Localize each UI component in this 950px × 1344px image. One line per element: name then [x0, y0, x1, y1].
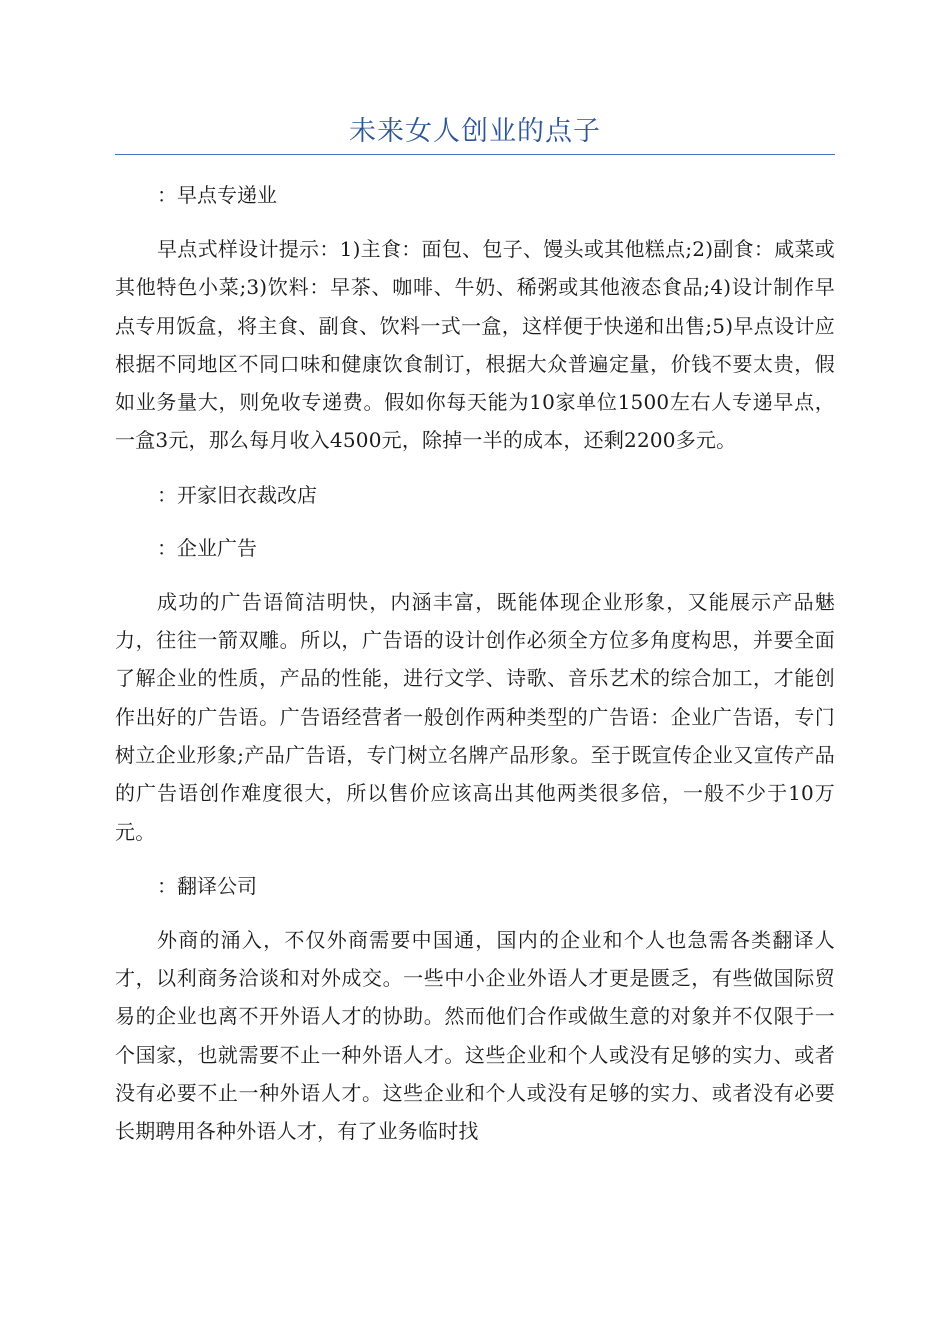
section-heading-breakfast-delivery: ：早点专递业	[157, 183, 277, 207]
document-title: 未来女人创业的点子	[349, 116, 601, 147]
section-heading-translation-company: ：翻译公司	[157, 873, 257, 898]
section-paragraph-translation-company: 外商的涌入，不仅外商需要中国通，国内的企业和个人也急需各类翻译人才，以利商务洽谈和对外成交。一些中小企业外语人才更是匮乏，有些做国际贸易的企业也离不开外语人才的协助。然而他们合作或做生意的对象并不仅限于一个国家，也就需要不止一种外语人才。这些企业和个人或没有足够的实力、或者没有必要不止一种外语人才。这些企业和个人或没有足够的实力、或者没有必要长期聘用各种外语人才，有了业务临时找	[115, 927, 835, 1144]
section-heading-clothing-alteration: ：开家旧衣裁改店	[157, 482, 317, 507]
document-body	[115, 176, 835, 1151]
section-heading-corporate-advertising: ：企业广告	[157, 535, 257, 560]
section-paragraph-corporate-advertising: 成功的广告语简洁明快，内涵丰富，既能体现企业形象，又能展示产品魅力，往往一箭双雕。所以，广告语的设计创作必须全方位多角度构思，并要全面了解企业的性质，产品的性能，进行文学、诗歌、音乐艺术的综合加工，才能创作出好的广告语。广告语经营者一般创作两种类型的广告语：企业广告语，专门树立企业形象;产品广告语，专门树立名牌产品形象。至于既宣传企业又宣传产品的广告语创作难度很大，所以售价应该高出其他两类很多倍，一般不少于10万元。	[115, 589, 835, 844]
title-underline	[115, 154, 835, 155]
section-paragraph-breakfast-delivery: 早点式样设计提示：1)主食：面包、包子、馒头或其他糕点;2)副食：咸菜或其他特色小菜;3)饮料：早茶、咖啡、牛奶、稀粥或其他液态食品;4)设计制作早点专用饭盒，将主食、副食、饮料一式一盒，这样便于快递和出售;5)早点设计应根据不同地区不同口味和健康饮食制订，根据大众普遍定量，价钱不要太贵，假如业务量大，则免收专递费。假如你每天能为10家单位1500左右人专递早点，一盒3元，那么每月收入4500元，除掉一半的成本，还剩2200多元。	[115, 237, 835, 453]
